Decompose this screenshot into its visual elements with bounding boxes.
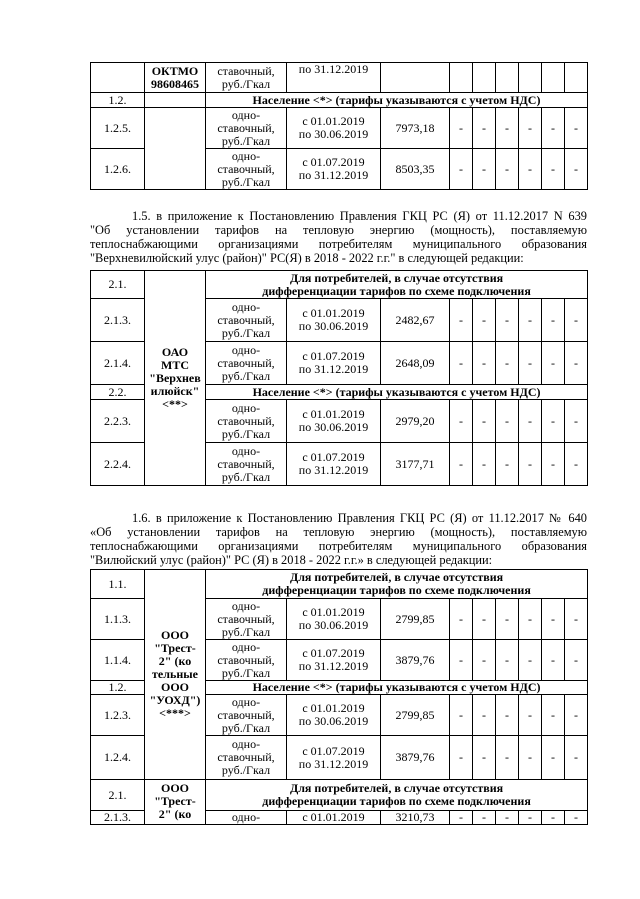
dash-cell: - <box>496 640 519 681</box>
dash-cell: - <box>473 811 496 825</box>
period-cell: с 01.01.2019 по 30.06.2019 <box>287 299 381 342</box>
row-number-cell: 1.2.4. <box>91 736 145 780</box>
table-row <box>91 108 588 149</box>
tariff-table-3 <box>90 569 588 825</box>
paragraph-line: теплоснабжающими организациями потребителям муниципального образования <box>90 539 587 553</box>
dash-cell: - <box>473 149 496 190</box>
value-cell: 2482,67 <box>381 299 450 342</box>
dash-cell: - <box>496 599 519 640</box>
period-cell: с 01.01.2019 по 30.06.2019 <box>287 599 381 640</box>
org-cell <box>145 108 206 190</box>
row-number-cell: 2.2.3. <box>91 400 145 443</box>
amendment-paragraph-1-5 <box>90 209 587 265</box>
value-cell: 3210,73 <box>381 811 450 825</box>
org-cell: ООО "Трест- 2" (ко тельные ООО "УОХД") <***> <box>145 570 206 780</box>
row-number-cell: 2.1. <box>91 271 145 299</box>
row-number-cell <box>91 63 145 93</box>
dash-cell: - <box>565 299 588 342</box>
dash-cell: - <box>496 400 519 443</box>
unit-cell: одно- ставочный, руб./Гкал <box>206 443 287 486</box>
unit-cell: одно- ставочный, руб./Гкал <box>206 599 287 640</box>
row-number-cell: 1.2. <box>91 681 145 695</box>
section-header-cell: Население <*> (тарифы указываются с учетом НДС) <box>206 681 588 695</box>
table-row <box>91 570 588 599</box>
dash-cell: - <box>565 640 588 681</box>
dash-cell: - <box>565 108 588 149</box>
value-cell: 3879,76 <box>381 640 450 681</box>
unit-cell: ставочный, руб./Гкал <box>206 63 287 93</box>
dash-cell: - <box>542 299 565 342</box>
dash-cell: - <box>519 695 542 736</box>
tariff-table-1 <box>90 62 588 190</box>
row-number-cell: 2.1. <box>91 780 145 811</box>
dash-cell: - <box>450 811 473 825</box>
dash-cell: - <box>473 599 496 640</box>
table-row <box>91 63 588 93</box>
dash-cell: - <box>496 299 519 342</box>
dash-cell: - <box>496 443 519 486</box>
org-cell: ОКТМО 98608465 <box>145 63 206 93</box>
dash-cell: - <box>450 640 473 681</box>
section-header-cell: Население <*> (тарифы указываются с учетом НДС) <box>206 93 588 108</box>
org-cell: ООО "Трест- 2" (ко <box>145 780 206 825</box>
dash-cell: - <box>473 695 496 736</box>
table-row <box>91 93 588 108</box>
dash-cell: - <box>542 640 565 681</box>
dash-cell: - <box>519 400 542 443</box>
value-cell: 2799,85 <box>381 695 450 736</box>
value-cell: 3177,71 <box>381 443 450 486</box>
dash-cell: - <box>519 811 542 825</box>
org-cell <box>145 93 206 108</box>
dash-cell: - <box>496 736 519 780</box>
dash-cell: - <box>450 443 473 486</box>
unit-cell: одно- ставочный, руб./Гкал <box>206 640 287 681</box>
dash-cell: - <box>565 149 588 190</box>
period-cell: с 01.01.2019 по 30.06.2019 <box>287 400 381 443</box>
section-header-cell: Для потребителей, в случае отсутствия дифференциации тарифов по схеме подключения <box>206 570 588 599</box>
dash-cell: - <box>473 400 496 443</box>
period-cell: с 01.01.2019 по 30.06.2019 <box>287 695 381 736</box>
dash-cell: - <box>473 443 496 486</box>
period-cell: с 01.07.2019 по 31.12.2019 <box>287 149 381 190</box>
value-cell: 8503,35 <box>381 149 450 190</box>
value-cell <box>381 63 450 93</box>
row-number-cell: 1.1. <box>91 570 145 599</box>
section-header-cell: Население <*> (тарифы указываются с учетом НДС) <box>206 385 588 400</box>
dash-cell: - <box>450 400 473 443</box>
dash-cell: - <box>473 736 496 780</box>
row-number-cell: 2.1.3. <box>91 811 145 825</box>
tariff-table-2 <box>90 270 588 486</box>
section-header-cell: Для потребителей, в случае отсутствия дифференциации тарифов по схеме подключения <box>206 780 588 811</box>
paragraph-line: "Вилюйский улус (район)" РС (Я) в 2018 - 2022 г.г.» в следующей редакции: <box>90 553 493 567</box>
paragraph-line: "Об установлении тарифов на тепловую энергию (мощность), поставляемую <box>90 223 587 237</box>
period-cell: с 01.01.2019 по 30.06.2019 <box>287 108 381 149</box>
unit-cell: одно- <box>206 811 287 825</box>
period-cell: с 01.07.2019 по 31.12.2019 <box>287 443 381 486</box>
dash-cell: - <box>565 736 588 780</box>
dash-cell: - <box>473 640 496 681</box>
dash-cell: - <box>519 299 542 342</box>
value-cell: 2799,85 <box>381 599 450 640</box>
dash-cell: - <box>519 443 542 486</box>
dash-cell: - <box>450 299 473 342</box>
dash-cell: - <box>519 342 542 385</box>
dash-cell: - <box>496 149 519 190</box>
unit-cell: одно- ставочный, руб./Гкал <box>206 736 287 780</box>
dash-cell: - <box>450 599 473 640</box>
dash-cell: - <box>496 108 519 149</box>
dash-cell: - <box>542 695 565 736</box>
dash-cell: - <box>542 736 565 780</box>
dash-cell: - <box>519 736 542 780</box>
row-number-cell: 1.1.4. <box>91 640 145 681</box>
section-header-cell: Для потребителей, в случае отсутствия дифференциации тарифов по схеме подключения <box>206 271 588 299</box>
row-number-cell: 2.1.3. <box>91 299 145 342</box>
row-number-cell: 1.1.3. <box>91 599 145 640</box>
paragraph-line: "Верхневилюйский улус (район)" РС(Я) в 2018 - 2022 г.г." в следующей редакции: <box>90 251 524 265</box>
paragraph-line: 1.6. в приложение к Постановлению Правления ГКЦ РС (Я) от 11.12.2017 № 640 <box>132 511 587 525</box>
dash-cell: - <box>450 342 473 385</box>
dash-cell: - <box>542 811 565 825</box>
paragraph-line: «Об установлении тарифов на тепловую энергию (мощность), поставляемую <box>90 525 587 539</box>
dash-cell: - <box>450 695 473 736</box>
dash-cell: - <box>565 811 588 825</box>
unit-cell: одно- ставочный, руб./Гкал <box>206 149 287 190</box>
unit-cell: одно- ставочный, руб./Гкал <box>206 108 287 149</box>
dash-cell: - <box>519 640 542 681</box>
dash-cell: - <box>565 695 588 736</box>
period-cell: по 31.12.2019 <box>287 63 381 93</box>
dash-cell: - <box>565 400 588 443</box>
dash-cell: - <box>473 342 496 385</box>
row-number-cell: 1.2.3. <box>91 695 145 736</box>
dash-cell: - <box>450 108 473 149</box>
row-number-cell: 2.2. <box>91 385 145 400</box>
paragraph-line: теплоснабжающими организациями потребителям муниципального образования <box>90 237 587 251</box>
table-row <box>91 780 588 811</box>
row-number-cell: 2.1.4. <box>91 342 145 385</box>
dash-cell: - <box>473 299 496 342</box>
period-cell: с 01.07.2019 по 31.12.2019 <box>287 736 381 780</box>
period-cell: с 01.07.2019 по 31.12.2019 <box>287 640 381 681</box>
row-number-cell: 1.2. <box>91 93 145 108</box>
dash-cell: - <box>496 342 519 385</box>
dash-cell: - <box>519 599 542 640</box>
value-cell: 3879,76 <box>381 736 450 780</box>
dash-cell: - <box>565 599 588 640</box>
amendment-paragraph-1-6 <box>90 511 587 567</box>
dash-cell: - <box>450 149 473 190</box>
paragraph-line: 1.5. в приложение к Постановлению Правления ГКЦ РС (Я) от 11.12.2017 N 639 <box>132 209 587 223</box>
dash-cell: - <box>542 108 565 149</box>
unit-cell: одно- ставочный, руб./Гкал <box>206 342 287 385</box>
dash-cell: - <box>450 736 473 780</box>
row-number-cell: 2.2.4. <box>91 443 145 486</box>
dash-cell: - <box>519 149 542 190</box>
value-cell: 7973,18 <box>381 108 450 149</box>
row-number-cell: 1.2.6. <box>91 149 145 190</box>
dash-cell: - <box>542 342 565 385</box>
dash-cell: - <box>565 342 588 385</box>
value-cell: 2648,09 <box>381 342 450 385</box>
dash-cell: - <box>519 108 542 149</box>
row-number-cell: 1.2.5. <box>91 108 145 149</box>
unit-cell: одно- ставочный, руб./Гкал <box>206 400 287 443</box>
period-cell: с 01.07.2019 по 31.12.2019 <box>287 342 381 385</box>
dash-cell: - <box>542 599 565 640</box>
table-row <box>91 271 588 299</box>
value-cell: 2979,20 <box>381 400 450 443</box>
unit-cell: одно- ставочный, руб./Гкал <box>206 695 287 736</box>
period-cell: с 01.01.2019 <box>287 811 381 825</box>
org-cell: ОАО МТС "Верхнев илюйск" <**> <box>145 271 206 486</box>
dash-cell: - <box>542 443 565 486</box>
unit-cell: одно- ставочный, руб./Гкал <box>206 299 287 342</box>
dash-cell: - <box>542 149 565 190</box>
dash-cell: - <box>565 443 588 486</box>
dash-cell: - <box>496 695 519 736</box>
dash-cell: - <box>496 811 519 825</box>
dash-cell: - <box>473 108 496 149</box>
dash-cell: - <box>542 400 565 443</box>
